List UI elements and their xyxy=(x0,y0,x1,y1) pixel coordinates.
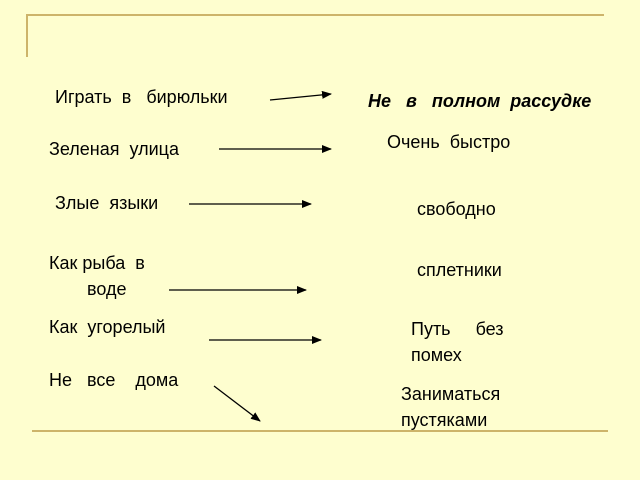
phrase-igrat-v-biryulki: Играть в бирюльки xyxy=(55,87,228,107)
meaning-zanimatsya-line2: пустяками xyxy=(401,410,488,430)
phrase-kak-ryba-line1: Как рыба в xyxy=(49,253,145,273)
meaning-zanimatsya-line1: Заниматься xyxy=(401,384,501,404)
meaning-svobodno: свободно xyxy=(417,199,496,219)
meaning-put-bez-line1: Путь без xyxy=(411,319,504,339)
meaning-ne-v-polnom-rassudke: Не в полном рассудке xyxy=(368,91,592,111)
phrase-ne-vse-doma: Не все дома xyxy=(49,370,179,390)
phrase-kak-ugorelyy: Как угорелый xyxy=(49,317,166,337)
arrow-1 xyxy=(270,94,331,100)
meaning-ochen-bystro: Очень быстро xyxy=(387,132,511,152)
meaning-spletniki: сплетники xyxy=(417,260,502,280)
phrase-kak-ryba-line2: воде xyxy=(87,279,127,299)
meaning-put-bez-line2: помех xyxy=(411,345,462,365)
arrow-6 xyxy=(214,386,260,421)
phrase-zelenaya-ulitsa: Зеленая улица xyxy=(49,139,179,159)
phrase-zlye-yazyki: Злые языки xyxy=(55,193,159,213)
